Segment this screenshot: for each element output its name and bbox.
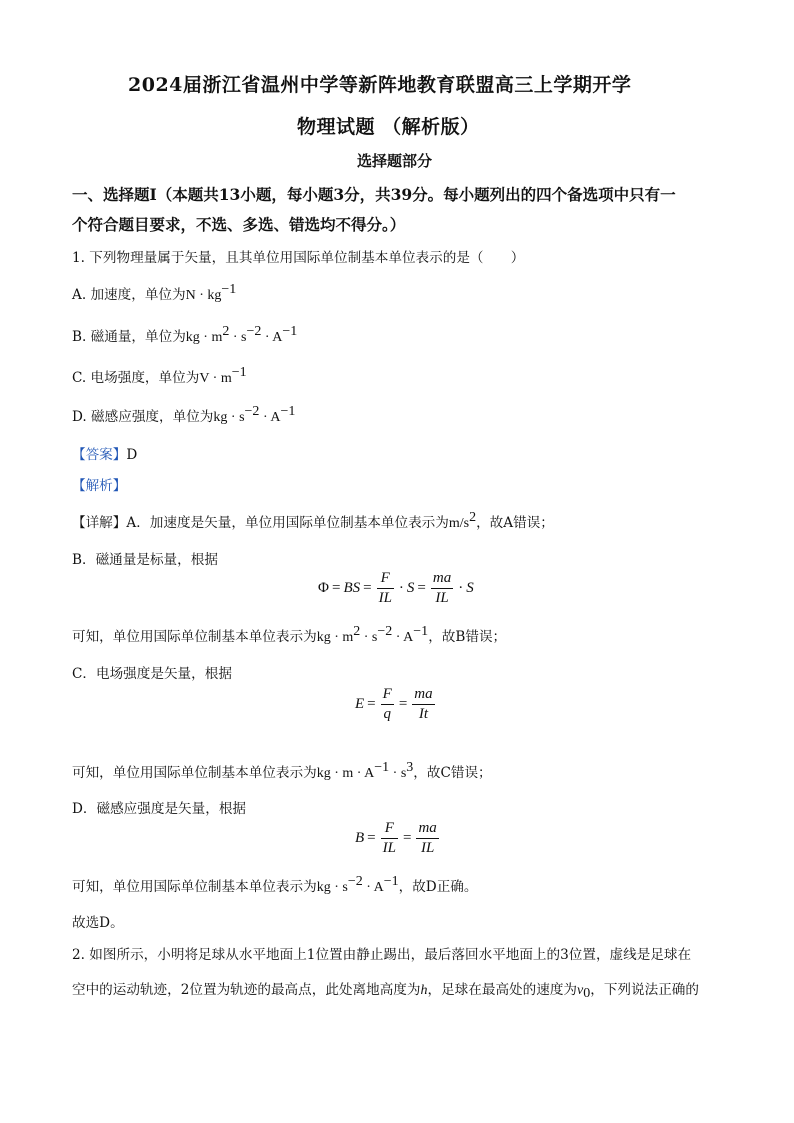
eq-b-frac2-num: ma <box>431 570 453 589</box>
eq-d-lhs: B <box>355 830 365 846</box>
eq-c-frac2-den: It <box>418 706 429 722</box>
eq-b-eq3: = <box>417 580 426 596</box>
eq-d-frac1-num: F <box>381 820 398 839</box>
concl-d-unit: kg · s <box>316 880 348 895</box>
concl-d-end: ，故D正确。 <box>398 879 478 895</box>
q1-detail-b: B．磁通量是标量，根据 <box>72 552 218 568</box>
answer-value: D <box>126 447 138 463</box>
concl-d-exp1: −2 <box>347 874 363 889</box>
concl-b-exp1: 2 <box>353 624 361 639</box>
concl-c-unit1: kg · m · A <box>316 766 375 781</box>
q1-detail-a <box>72 511 554 532</box>
detail-tag: 【详解】 <box>72 515 127 531</box>
option-a-exp: −1 <box>221 282 237 297</box>
eq-b-frac1-den: IL <box>378 590 392 606</box>
q1-answer <box>72 443 137 463</box>
q1-stem: 1. 下列物理量属于矢量，且其单位用国际单位制基本单位表示的是（ ） <box>72 250 525 266</box>
q1-option-d <box>72 405 295 426</box>
q1-analysis-tag: 【解析】 <box>72 478 127 494</box>
option-a-text: A. 加速度，单位为 <box>72 287 186 303</box>
eq-d-frac2-den: IL <box>420 840 435 856</box>
eq-c-lhs: E <box>355 696 365 712</box>
eq-b-s2: S <box>466 580 474 596</box>
option-c-unit: V · m <box>199 371 232 386</box>
concl-c-unit2: · s <box>389 766 407 781</box>
equation-magnetic <box>355 820 441 857</box>
q1-conclusion-d <box>72 875 478 896</box>
option-d-exp2: −1 <box>280 404 296 419</box>
eq-c-frac1-num: F <box>381 686 394 705</box>
concl-b-exp3: −1 <box>413 624 429 639</box>
option-c-exp: −1 <box>231 365 247 380</box>
eq-b-frac2 <box>431 570 453 607</box>
concl-d-prefix: 可知，单位用国际单位制基本单位表示为 <box>72 879 317 895</box>
concl-d-a: · A <box>362 880 384 895</box>
q1-final-choice: 故选D。 <box>72 915 124 931</box>
concl-c-exp2: 3 <box>406 760 414 775</box>
q1-option-c <box>72 366 247 387</box>
concl-b-end: ，故B错误； <box>428 629 507 645</box>
eq-d-eq2: = <box>402 830 412 846</box>
option-d-text: D. 磁感应强度，单位为 <box>72 409 214 425</box>
option-d-unit: kg · s <box>213 410 245 425</box>
part1-instructions-line1: 一、选择题Ⅰ（本题共13小题，每小题3分，共39分。每小题列出的四个备选项中只有一 <box>72 185 676 204</box>
section-heading: 选择题部分 <box>357 152 433 170</box>
equation-field <box>355 686 437 723</box>
eq-b-s1: S <box>406 580 415 596</box>
eq-c-frac2-num: ma <box>412 686 434 705</box>
detail-a-text: A．加速度是矢量，单位用国际单位制基本单位表示为 <box>126 515 449 531</box>
detail-a-exp: 2 <box>469 510 477 525</box>
option-a-unit: N · kg <box>185 288 222 303</box>
eq-d-frac1-den: IL <box>382 840 396 856</box>
concl-c-prefix: 可知，单位用国际单位制基本单位表示为 <box>72 765 317 781</box>
eq-b-eq1: = <box>331 580 341 596</box>
concl-c-exp1: −1 <box>374 760 390 775</box>
eq-d-eq1: = <box>367 830 376 846</box>
option-b-s: · s <box>229 330 247 345</box>
document-title-line2: 物理试题 （解析版） <box>297 116 480 138</box>
concl-c-end: ，故C错误； <box>413 765 492 781</box>
eq-d-frac2 <box>416 820 438 857</box>
concl-b-exp2: −2 <box>377 624 393 639</box>
q1-option-b <box>72 325 297 346</box>
q1-option-a <box>72 283 236 304</box>
part1-instructions-line2: 个符合题目要求，不选、多选、错选均不得分。） <box>72 215 406 234</box>
q2-height-symbol: h <box>420 983 428 998</box>
eq-d-frac1 <box>381 820 398 857</box>
eq-b-eq2: = <box>363 580 372 596</box>
document-title-line1: 2024届浙江省温州中学等新阵地教育联盟高三上学期开学 <box>128 74 632 96</box>
concl-b-prefix: 可知，单位用国际单位制基本单位表示为 <box>72 629 317 645</box>
q2-line2-c: ，下列说法正确的 <box>590 982 699 998</box>
q1-detail-c: C．电场强度是矢量，根据 <box>72 666 232 682</box>
concl-b-a: · A <box>392 630 414 645</box>
eq-b-dot2: · <box>458 580 464 596</box>
eq-b-frac1-num: F <box>377 570 394 589</box>
detail-a-end: ，故A错误； <box>476 515 554 531</box>
eq-b-frac2-den: IL <box>435 590 449 606</box>
eq-c-eq2: = <box>398 696 408 712</box>
option-b-unit: kg · m <box>185 330 223 345</box>
eq-c-frac1-den: q <box>383 706 391 722</box>
answer-tag: 【答案】 <box>72 447 127 463</box>
eq-d-frac2-num: ma <box>416 820 438 839</box>
q1-detail-d: D．磁感应强度是矢量，根据 <box>72 801 247 817</box>
eq-b-dot: · <box>398 580 404 596</box>
concl-b-unit: kg · m <box>316 630 354 645</box>
q1-conclusion-b <box>72 625 506 646</box>
q2-velocity-subscript: 0 <box>583 986 591 1001</box>
concl-b-s: · s <box>360 630 378 645</box>
eq-c-eq1: = <box>367 696 376 712</box>
detail-a-unit: m/s <box>448 516 470 531</box>
q2-velocity-symbol: v <box>577 983 584 998</box>
option-b-exp2: −2 <box>246 324 262 339</box>
option-c-text: C. 电场强度，单位为 <box>72 370 200 386</box>
q2-line2-b: ，足球在最高处的速度为 <box>427 982 578 998</box>
concl-d-exp2: −1 <box>383 874 399 889</box>
q2-line2 <box>72 978 699 999</box>
option-b-a: · A <box>261 330 283 345</box>
option-d-a: · A <box>259 410 281 425</box>
eq-b-lhs: Φ <box>318 580 329 596</box>
q1-conclusion-c <box>72 761 492 782</box>
eq-c-frac1 <box>381 686 394 723</box>
equation-flux <box>318 570 474 607</box>
option-b-text: B. 磁通量，单位为 <box>72 329 186 345</box>
option-d-exp1: −2 <box>244 404 260 419</box>
eq-b-frac1 <box>377 570 394 607</box>
eq-c-frac2 <box>412 686 434 723</box>
q2-line2-a: 空中的运动轨迹，2位置为轨迹的最高点，此处离地高度为 <box>72 982 421 998</box>
option-b-exp1: 2 <box>222 324 230 339</box>
option-b-exp3: −1 <box>282 324 298 339</box>
q2-line1: 2. 如图所示，小明将足球从水平地面上1位置由静止踢出，最后落回水平地面上的3位置，虚线是足球在 <box>72 947 692 963</box>
eq-b-mid: BS <box>343 580 361 596</box>
